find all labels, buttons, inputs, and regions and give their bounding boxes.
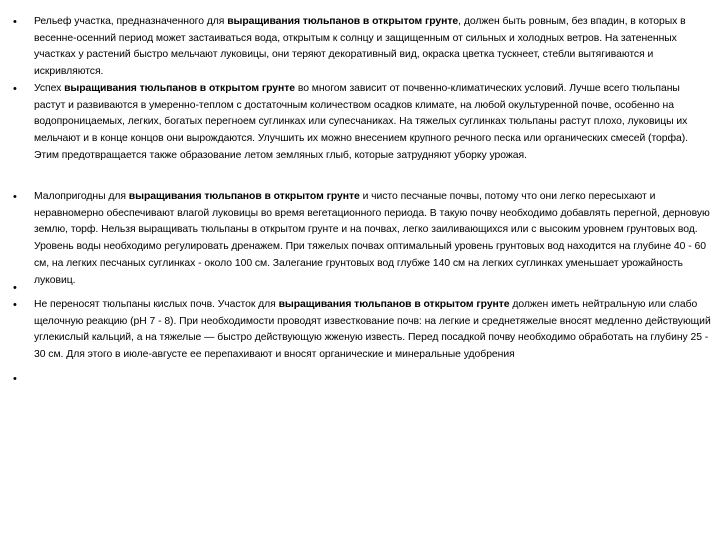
bullet-marker: •	[13, 83, 17, 95]
bullet-item-acidic-soils	[13, 297, 713, 364]
bullet-item-success	[13, 81, 713, 165]
bullet-text	[34, 14, 713, 81]
bullet-item-empty-1	[13, 280, 713, 297]
bullet-item-empty-2	[13, 371, 713, 388]
bullet-item-relief	[13, 14, 713, 81]
bullet-text	[34, 189, 713, 289]
text-post: и чисто песчаные почвы, потому что они легко пересыхают и неравномерно обеспечивают влагой луковицы во время вегетационного периода. В такую почву необходимо добавлять перегной, дерновую землю, торф. Нельзя выращивать тюльпаны в открытом грунте и на почвах, легко заиливающихся или с высоким уровнем грунтовых вод. Уровень воды необходимо регулировать дренажем. При тяжелых почвах оптимальный уровень грунтовых вод находится на глубине 40 - 60 см, на легких песчаных суглинках - около 100 см. Залегание грунтовых вод глубже 140 см на легких суглинках уменьшает урожайность луковиц.	[34, 191, 710, 286]
text-pre: Успех	[34, 83, 65, 94]
bullet-marker: •	[13, 299, 17, 311]
text-pre: Малопригодны для	[34, 191, 129, 202]
text-bold: выращивания тюльпанов в открытом грунте	[278, 299, 510, 310]
bullet-marker: •	[13, 16, 17, 28]
bullet-text	[34, 297, 713, 364]
bullet-item-sandy-soils	[13, 189, 713, 289]
text-bold: выращивания тюльпанов в открытом грунте	[64, 83, 296, 94]
text-pre: Не переносят тюльпаны кислых почв. Участок для	[34, 299, 279, 310]
bullet-marker: •	[13, 282, 17, 294]
text-bold: выращивания тюльпанов в открытом грунте	[227, 16, 459, 27]
bullet-marker: •	[13, 373, 17, 385]
bullet-text	[34, 81, 713, 165]
text-post: во многом зависит от почвенно-климатических условий. Лучше всего тюльпаны растут и развиваются в умеренно-теплом с достаточным количеством осадков климате, на любой окультуренной почве, особенно на водопроницаемых, легких, богатых перегноем суглинках или супесчаниках. На тяжелых суглинках тюльпаны растут плохо, луковицы их мельчают и в конце концов они вырождаются. Улучшить их можно внесением крупного речного песка или органических смесей (торфа). Этим предотвращается также образование летом земляных глыб, которые затрудняют уборку урожая.	[34, 83, 688, 161]
text-pre: Рельеф участка, предназначенного для	[34, 16, 228, 27]
text-post: , должен быть ровным, без впадин, в которых в весенне-осенний период может застаиваться вода, открытым к солнцу и защищенным от сильных и холодных ветров. На затененных участках у растений быстро мельчают луковицы, они теряют декоративный вид, окраска цветка тускнеет, стебли вытягиваются и искривляются.	[34, 16, 686, 78]
bullet-marker: •	[13, 191, 17, 203]
text-bold: выращивания тюльпанов в открытом грунте	[128, 191, 360, 202]
text-post: должен иметь нейтральную или слабо щелочную реакцию (рН 7 - 8). При необходимости проводят известкование почв: на легкие и среднетяжелые вносят медленно действующий углекислый кальций, а на тяжелые — быстро действующую жженую известь. Перед посадкой почву необходимо обработать на глубину 25 - 30 см. Для этого в июле-августе ее перепахивают и вносят органические и минеральные удобрения	[34, 299, 711, 361]
